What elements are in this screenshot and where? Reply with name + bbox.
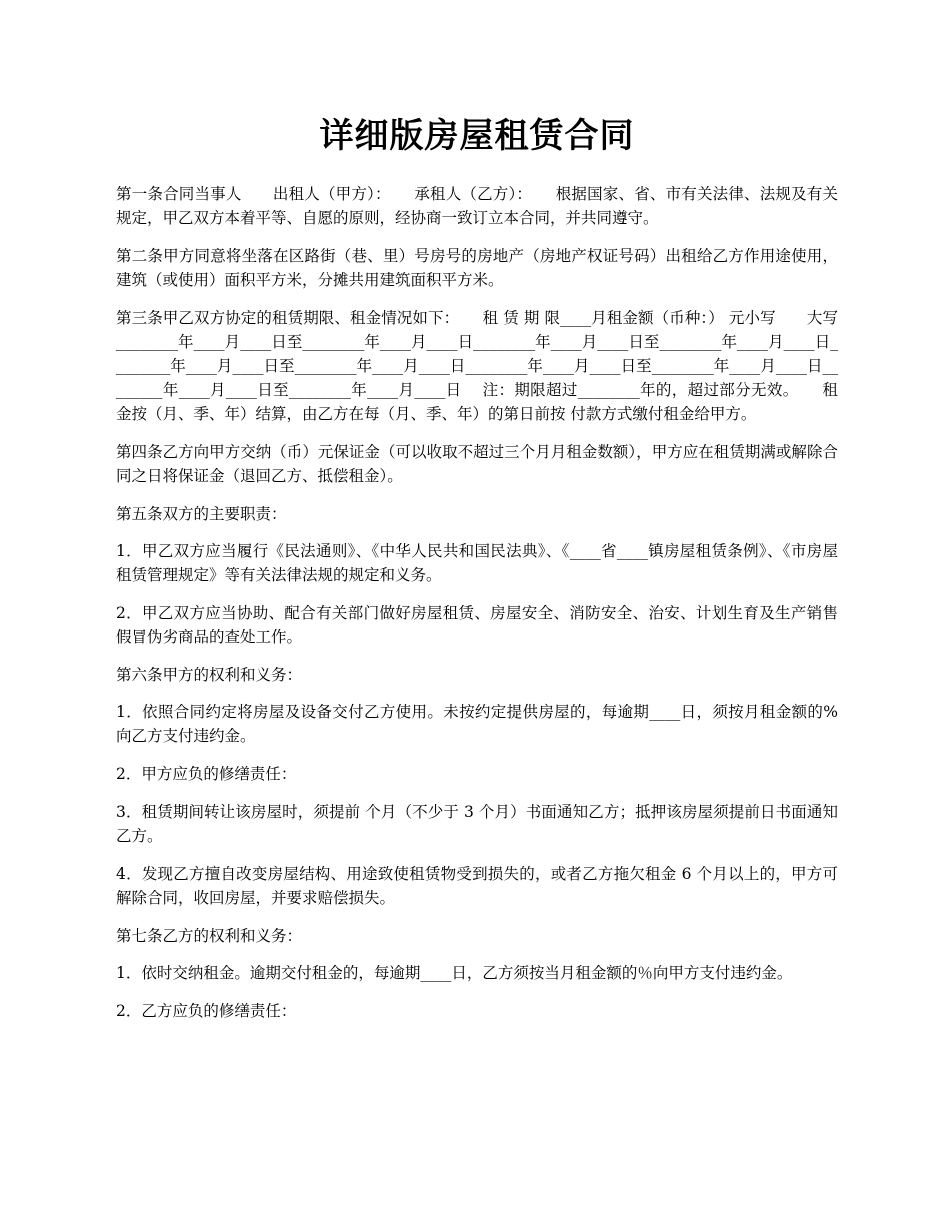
article-6-item-4: 4．发现乙方擅自改变房屋结构、用途致使租赁物受到损失的，或者乙方拖欠租金 6 个月以上的，甲方可解除合同，收回房屋，并要求赔偿损失。: [116, 865, 838, 907]
article-5-heading: 第五条双方的主要职责：: [116, 505, 287, 523]
article-7-item-2: 2．乙方应负的修缮责任：: [116, 1002, 297, 1020]
article-1-parties: 第一条合同当事人 出租人（甲方）： 承租人（乙方）： 根据国家、省、市有关法律、法规及有关规定，甲乙双方本着平等、自愿的原则，经协商一致订立本合同，并共同遵守。: [116, 185, 838, 227]
article-6-heading: 第六条甲方的权利和义务：: [116, 666, 303, 684]
article-5-item-1: 1．甲乙双方应当履行《民法通则》、《中华人民共和国民法典》、《____省____镇房屋租赁条例》、《市房屋租赁管理规定》等有关法律法规的规定和义务。: [116, 542, 838, 584]
article-6-item-3: 3．租赁期间转让该房屋时，须提前 个月（不少于 3 个月）书面通知乙方；抵押该房屋须提前日书面通知乙方。: [116, 803, 838, 845]
article-2-premises: 第二条甲方同意将坐落在区路街（巷、里）号房号的房地产（房地产权证号码）出租给乙方作用途使用，建筑（或使用）面积平方米，分摊共用建筑面积平方米。: [116, 247, 838, 289]
article-6-item-1: 1．依照合同约定将房屋及设备交付乙方使用。未按约定提供房屋的，每逾期____日，须按月租金额的%向乙方支付违约金。: [116, 703, 838, 745]
article-7-item-1: 1．依时交纳租金。逾期交付租金的，每逾期____日，乙方须按当月租金额的％向甲方支付违约金。: [116, 964, 793, 982]
article-6-item-2: 2．甲方应负的修缮责任：: [116, 765, 297, 783]
document-page: [116, 112, 838, 1037]
document-title: 详细版房屋租赁合同: [319, 116, 635, 156]
article-3-term-and-rent: 第三条甲乙双方协定的租赁期限、租金情况如下： 租 赁 期 限____月租金额（币种：） 元小写 大写________年____月____日至________年____月____日________年____月____日至________年____月____日________年____月____日至________年____月____日________年____月____日至________年____月____日________年____月____日至________年____月____日 注：期限超过________年的，超过部分无效。 租金按（月、季、年）结算，由乙方在每（月、季、年）的第日前按 付款方式缴付租金给甲方。: [116, 309, 838, 423]
article-5-item-2: 2．甲乙双方应当协助、配合有关部门做好房屋租赁、房屋安全、消防安全、治安、计划生育及生产销售假冒伪劣商品的查处工作。: [116, 604, 838, 646]
article-7-heading: 第七条乙方的权利和义务：: [116, 927, 303, 945]
article-4-deposit: 第四条乙方向甲方交纳（币）元保证金（可以收取不超过三个月月租金数额），甲方应在租赁期满或解除合同之日将保证金（退回乙方、抵偿租金）。: [116, 443, 838, 485]
